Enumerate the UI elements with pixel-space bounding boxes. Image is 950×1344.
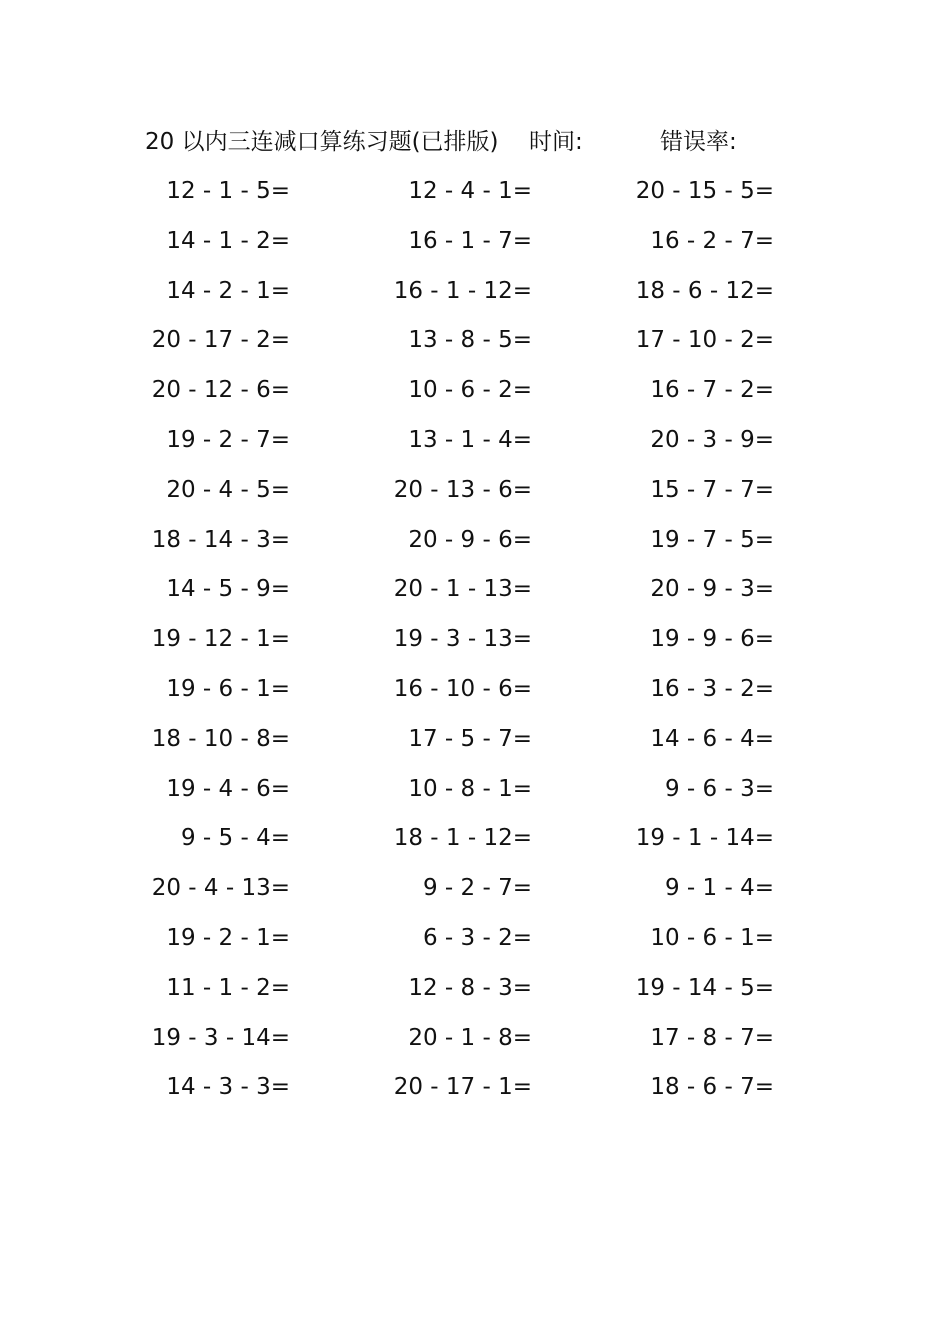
- math-problem: 6 - 3 - 2=: [422, 924, 532, 951]
- math-problem: 13 - 8 - 5=: [408, 327, 532, 354]
- math-problem: 19 - 3 - 13=: [393, 626, 532, 653]
- math-problem: 9 - 5 - 4=: [180, 825, 290, 852]
- worksheet-title: 20 以内三连减口算练习题(已排版): [145, 129, 499, 155]
- problem-row: [0, 424, 950, 474]
- math-problem: 20 - 17 - 1=: [393, 1074, 532, 1101]
- problem-row: [0, 573, 950, 623]
- math-problem: 14 - 6 - 4=: [650, 725, 774, 752]
- math-problem: 18 - 6 - 7=: [650, 1074, 774, 1101]
- math-problem: 20 - 9 - 3=: [650, 576, 774, 603]
- math-problem: 11 - 1 - 2=: [166, 974, 290, 1001]
- math-problem: 17 - 5 - 7=: [408, 725, 532, 752]
- math-problem: 16 - 3 - 2=: [650, 675, 774, 702]
- math-problem: 9 - 6 - 3=: [664, 775, 774, 802]
- math-problem: 19 - 6 - 1=: [166, 675, 290, 702]
- math-problem: 16 - 1 - 7=: [408, 227, 532, 254]
- math-problem: 17 - 8 - 7=: [650, 1024, 774, 1051]
- math-problem: 9 - 2 - 7=: [422, 875, 532, 902]
- problem-row: [0, 673, 950, 723]
- problem-row: [0, 324, 950, 374]
- time-label: 时间:: [529, 129, 583, 155]
- math-problem: 18 - 14 - 3=: [151, 526, 290, 553]
- math-problem: 10 - 6 - 1=: [650, 924, 774, 951]
- math-problem: 16 - 2 - 7=: [650, 227, 774, 254]
- problem-row: [0, 175, 950, 225]
- math-problem: 20 - 15 - 5=: [635, 178, 774, 204]
- problem-row: [0, 922, 950, 972]
- math-problem: 14 - 5 - 9=: [166, 576, 290, 603]
- math-problem: 18 - 6 - 12=: [635, 277, 774, 304]
- math-problem: 16 - 7 - 2=: [650, 377, 774, 404]
- math-problem: 10 - 8 - 1=: [408, 775, 532, 802]
- problem-row: [0, 623, 950, 673]
- math-problem: 12 - 8 - 3=: [408, 974, 532, 1001]
- math-problem: 19 - 9 - 6=: [650, 626, 774, 653]
- math-problem: 20 - 1 - 8=: [408, 1024, 532, 1051]
- math-problem: 19 - 14 - 5=: [635, 974, 774, 1001]
- math-problem: 19 - 7 - 5=: [650, 526, 774, 553]
- math-problem: 16 - 1 - 12=: [393, 277, 532, 304]
- math-problem: 20 - 13 - 6=: [393, 476, 532, 503]
- problem-row: [0, 773, 950, 823]
- math-problem: 12 - 4 - 1=: [408, 178, 532, 204]
- math-problem: 20 - 12 - 6=: [151, 377, 290, 404]
- problem-row: [0, 972, 950, 1022]
- math-problem: 19 - 1 - 14=: [635, 825, 774, 852]
- problem-row: [0, 822, 950, 872]
- problem-row: [0, 723, 950, 773]
- problem-row: [0, 1022, 950, 1072]
- math-problem: 20 - 3 - 9=: [650, 426, 774, 453]
- math-problem: 19 - 3 - 14=: [151, 1024, 290, 1051]
- math-problem: 16 - 10 - 6=: [393, 675, 532, 702]
- math-problem: 13 - 1 - 4=: [408, 426, 532, 453]
- math-problem: 18 - 1 - 12=: [393, 825, 532, 852]
- math-problem: 19 - 12 - 1=: [151, 626, 290, 653]
- math-problem: 14 - 3 - 3=: [166, 1074, 290, 1101]
- problem-grid: [0, 175, 950, 1121]
- math-problem: 20 - 9 - 6=: [408, 526, 532, 553]
- problem-row: [0, 374, 950, 424]
- math-problem: 19 - 4 - 6=: [166, 775, 290, 802]
- math-problem: 9 - 1 - 4=: [664, 875, 774, 902]
- math-problem: 10 - 6 - 2=: [408, 377, 532, 404]
- problem-row: [0, 524, 950, 574]
- problem-row: [0, 872, 950, 922]
- math-problem: 15 - 7 - 7=: [650, 476, 774, 503]
- math-problem: 20 - 4 - 5=: [166, 476, 290, 503]
- math-problem: 20 - 1 - 13=: [393, 576, 532, 603]
- math-problem: 19 - 2 - 1=: [166, 924, 290, 951]
- math-problem: 12 - 1 - 5=: [166, 178, 290, 204]
- math-problem: 14 - 2 - 1=: [166, 277, 290, 304]
- problem-row: [0, 225, 950, 275]
- problem-row: [0, 1071, 950, 1121]
- math-problem: 17 - 10 - 2=: [635, 327, 774, 354]
- problem-row: [0, 474, 950, 524]
- math-problem: 20 - 4 - 13=: [151, 875, 290, 902]
- math-problem: 14 - 1 - 2=: [166, 227, 290, 254]
- error-rate-label: 错误率:: [660, 129, 737, 155]
- math-problem: 19 - 2 - 7=: [166, 426, 290, 453]
- problem-row: [0, 275, 950, 325]
- math-problem: 18 - 10 - 8=: [151, 725, 290, 752]
- math-problem: 20 - 17 - 2=: [151, 327, 290, 354]
